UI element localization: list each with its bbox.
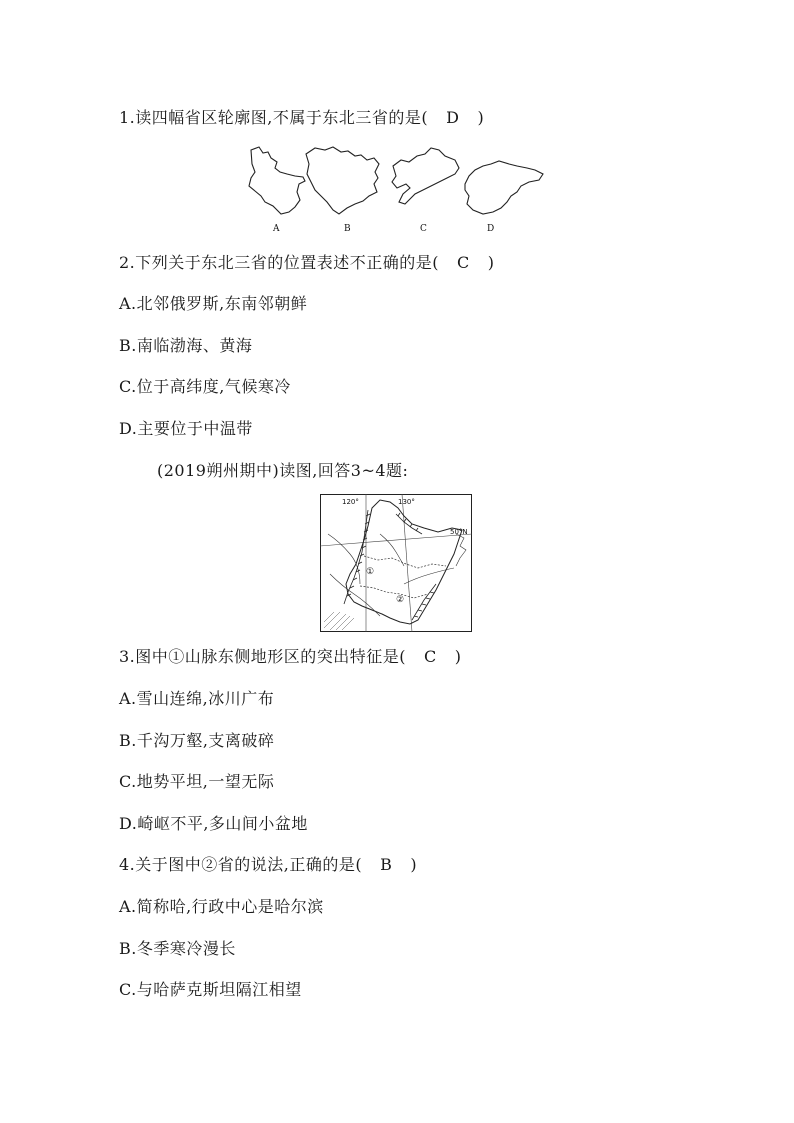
question-3-stem: 3.图中①山脉东侧地形区的突出特征是( — [119, 647, 407, 666]
map-mark-1: ① — [366, 567, 375, 577]
map-lon-label-120: 120° — [342, 498, 359, 506]
question-4-option-b: B.冬季寒冷漫长 — [119, 939, 236, 958]
question-3-answer: C — [424, 647, 437, 666]
question-3 — [119, 647, 462, 667]
question-4-answer: B — [380, 855, 393, 874]
map-lat-label: 50°N — [450, 528, 468, 536]
outline-a — [249, 147, 305, 214]
question-1-stem: 1.读四幅省区轮廓图,不属于东北三省的是( — [119, 108, 429, 127]
question-2-stem: 2.下列关于东北三省的位置表述不正确的是( — [119, 253, 440, 272]
map-mark-2: ② — [396, 595, 405, 605]
question-4-option-a: A.简称哈,行政中心是哈尔滨 — [119, 897, 324, 916]
question-2-close: ) — [487, 253, 495, 272]
question-2-answer: C — [457, 253, 470, 272]
outline-label-a: A — [273, 224, 280, 234]
question-1 — [119, 108, 484, 128]
map-lon-label-130: 130° — [398, 498, 415, 506]
question-1-answer: D — [446, 108, 460, 127]
group-intro: (2019朔州期中)读图,回答3~4题: — [157, 461, 409, 480]
outline-c — [392, 148, 459, 204]
outline-d — [465, 161, 543, 214]
question-1-close: ) — [477, 108, 485, 127]
question-4 — [119, 855, 417, 875]
question-4-stem: 4.关于图中②省的说法,正确的是( — [119, 855, 363, 874]
northeast-china-map — [320, 494, 472, 632]
question-3-option-d: D.崎岖不平,多山间小盆地 — [119, 814, 308, 833]
question-2-option-d: D.主要位于中温带 — [119, 419, 253, 438]
outline-b — [306, 147, 379, 214]
outline-label-c: C — [420, 224, 427, 234]
question-2-option-a: A.北邻俄罗斯,东南邻朝鲜 — [119, 294, 308, 313]
question-2 — [119, 253, 495, 273]
outline-label-b: B — [344, 224, 351, 234]
province-outlines-figure — [243, 144, 548, 236]
outline-label-d: D — [487, 224, 495, 234]
question-2-option-b: B.南临渤海、黄海 — [119, 336, 253, 355]
question-3-option-b: B.千沟万壑,支离破碎 — [119, 731, 275, 750]
question-3-option-c: C.地势平坦,一望无际 — [119, 772, 275, 791]
question-2-option-c: C.位于高纬度,气候寒冷 — [119, 377, 291, 396]
question-3-option-a: A.雪山连绵,冰川广布 — [119, 689, 275, 708]
question-4-close: ) — [410, 855, 418, 874]
question-3-close: ) — [454, 647, 462, 666]
question-4-option-c: C.与哈萨克斯坦隔江相望 — [119, 980, 302, 999]
